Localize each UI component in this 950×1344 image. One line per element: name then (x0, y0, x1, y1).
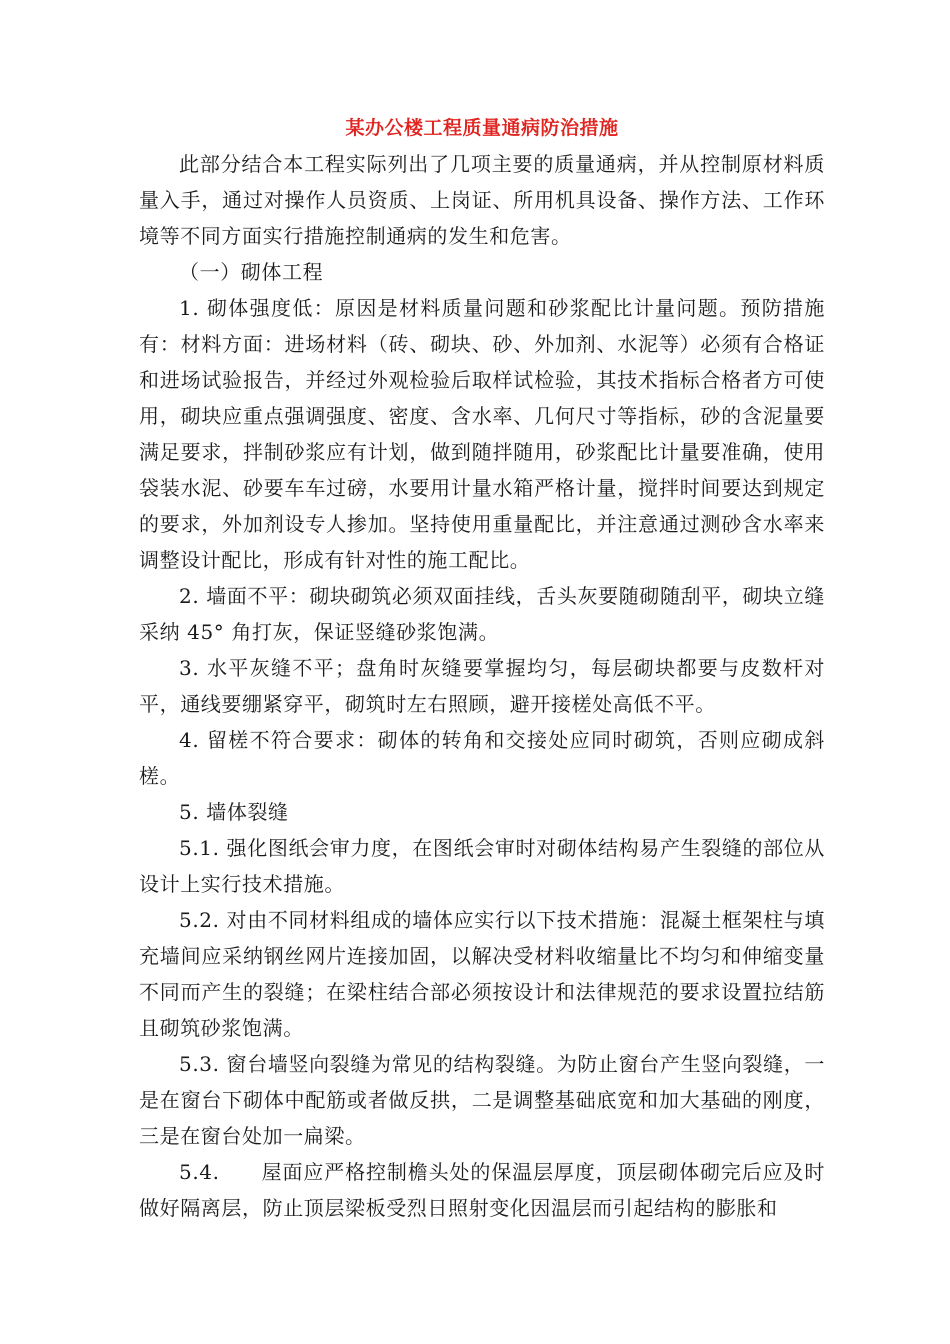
paragraph-5-1: 5.1. 强化图纸会审力度，在图纸会审时对砌体结构易产生裂缝的部位从设计上实行技术措施。 (139, 836, 825, 896)
document-title: 某办公楼工程质量通病防治措施 (345, 117, 619, 139)
document-body (139, 112, 825, 1226)
paragraph-5-4: 5.4. 屋面应严格控制檐头处的保温层厚度，顶层砌体砌完后应及时做好隔离层，防止顶层梁板受烈日照射变化因温层而引起结构的膨胀和 (139, 1160, 825, 1220)
paragraph-wall-cracks-heading: 5. 墙体裂缝 (179, 800, 289, 824)
paragraph-horizontal-joints: 3. 水平灰缝不平；盘角时灰缝要掌握均匀，每层砌块都要与皮数杆对平，通线要绷紧穿平，砌筑时左右照顾，避开接槎处高低不平。 (139, 656, 825, 716)
paragraph-wall-flatness: 2. 墙面不平：砌块砌筑必须双面挂线，舌头灰要随砌随刮平，砌块立缝采纳 45° 角打灰，保证竖缝砂浆饱满。 (139, 584, 825, 644)
paragraph-5-2: 5.2. 对由不同材料组成的墙体应实行以下技术措施：混凝土框架柱与填充墙间应采纳钢丝网片连接加固，以解决受材料收缩量比不均匀和伸缩变量不同而产生的裂缝；在梁柱结合部必须按设计和法律规范的要求设置拉结筋且砌筑砂浆饱满。 (139, 908, 825, 1040)
paragraph-5-3: 5.3. 窗台墙竖向裂缝为常见的结构裂缝。为防止窗台产生竖向裂缝，一是在窗台下砌体中配筋或者做反拱，二是调整基础底宽和加大基础的刚度，三是在窗台处加一扁梁。 (139, 1052, 825, 1148)
intro-paragraph: 此部分结合本工程实际列出了几项主要的质量通病，并从控制原材料质量入手，通过对操作人员资质、上岗证、所用机具设备、操作方法、工作环境等不同方面实行措施控制通病的发生和危害。 (139, 152, 825, 248)
section-heading-masonry: （一）砌体工程 (179, 260, 324, 284)
paragraph-masonry-strength: 1. 砌体强度低：原因是材料质量问题和砂浆配比计量问题。预防措施有：材料方面：进场材料（砖、砌块、砂、外加剂、水泥等）必须有合格证和进场试验报告，并经过外观检验后取样试检验，其技术指标合格者方可使用，砌块应重点强调强度、密度、含水率、几何尺寸等指标，砂的含泥量要满足要求，拌制砂浆应有计划，做到随拌随用，砂浆配比计量要准确，使用袋装水泥、砂要车车过磅，水要用计量水箱严格计量，搅拌时间要达到规定的要求，外加剂设专人掺加。坚持使用重量配比，并注意通过测砂含水率来调整设计配比，形成有针对性的施工配比。 (139, 296, 825, 572)
paragraph-joint-leaving: 4. 留槎不符合要求：砌体的转角和交接处应同时砌筑，否则应砌成斜槎。 (139, 728, 825, 788)
